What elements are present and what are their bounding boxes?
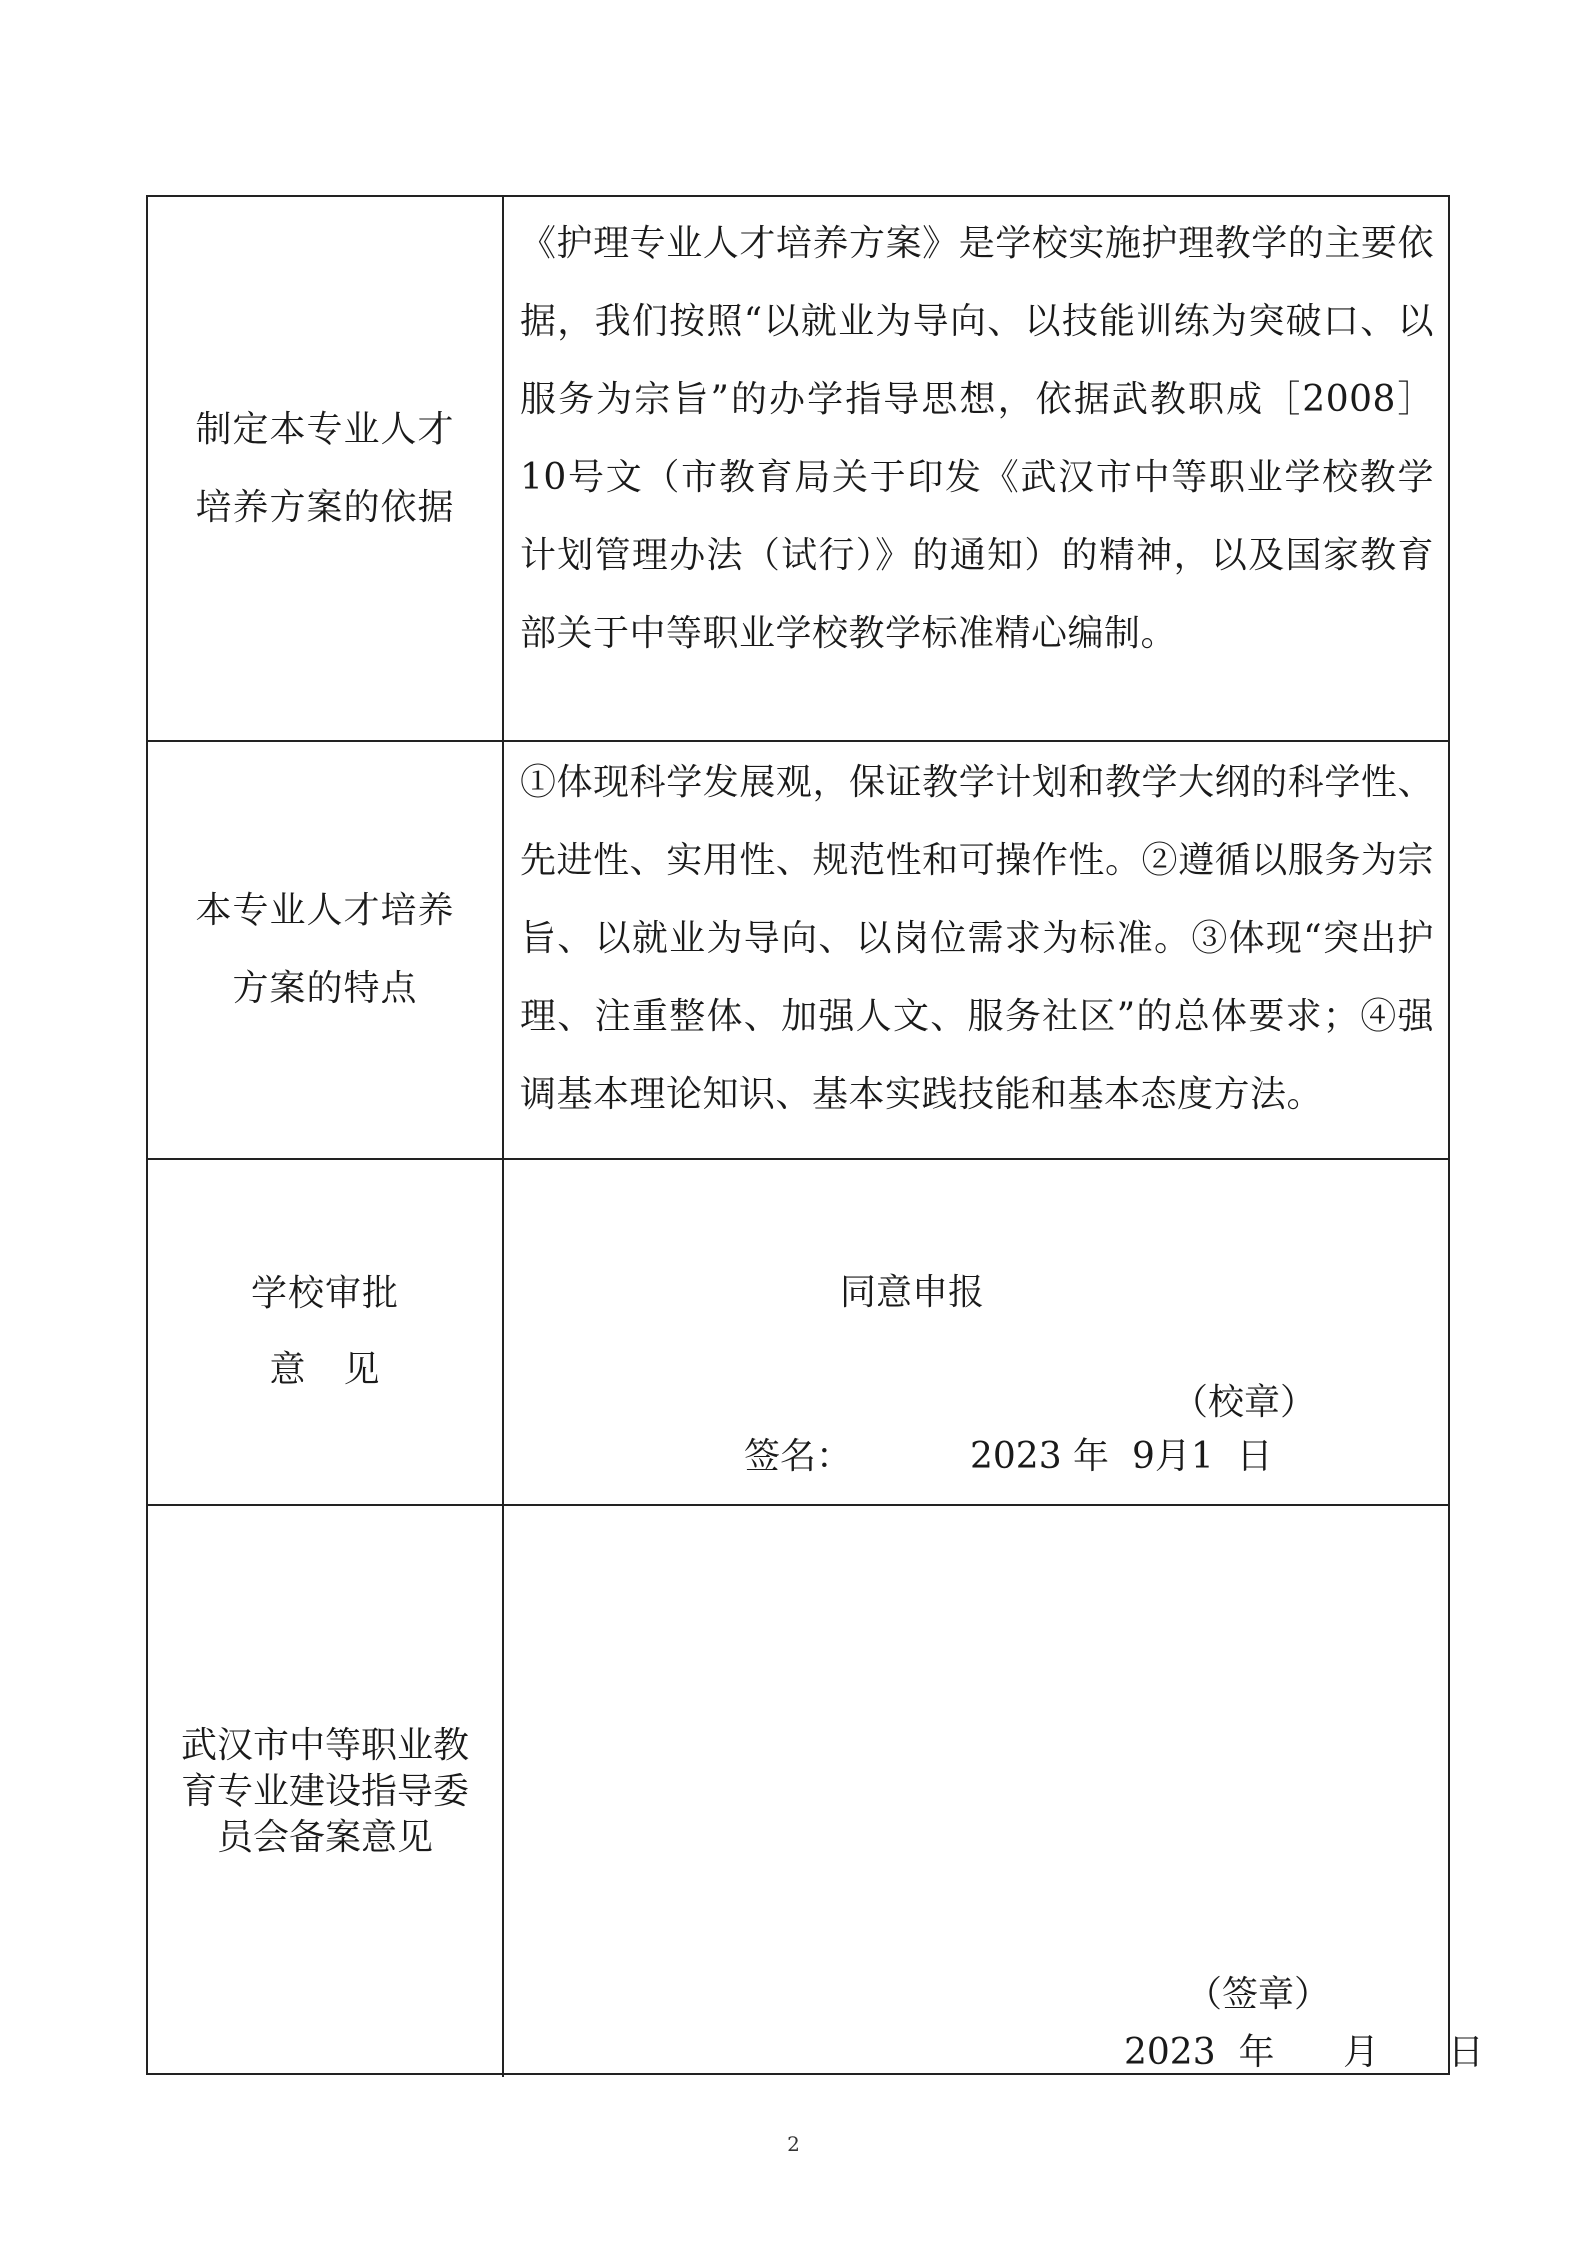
features-content-cell — [504, 742, 1448, 1158]
features-label-line-2: 方案的特点 — [232, 968, 418, 1009]
committee-label-cell — [148, 1506, 504, 2077]
row-basis — [148, 197, 1448, 740]
basis-label-line-2: 培养方案的依据 — [195, 486, 455, 528]
school-approval-opinion: 同意申报 — [840, 1272, 985, 1313]
row-school-approval — [148, 1158, 1448, 1504]
committee-seal-label: （签章） — [1186, 1974, 1331, 2015]
features-content: ①体现科学发展观，保证教学计划和教学大纲的科学性、先进性、实用性、规范性和可操作性。②遵循以服务为宗旨、以就业为导向、以岗位需求为标准。③体现“突出护理、注重整体、加强人文、服务社区”的总体要求；④强调基本理论知识、基本实践技能和基本态度方法。 — [520, 762, 1434, 1115]
basis-content-cell — [504, 197, 1448, 740]
committee-date: 2023 年 月 日 — [1124, 2032, 1484, 2073]
page-number: 2 — [787, 2132, 800, 2156]
committee-label — [181, 1723, 469, 1861]
basis-content: 《护理专业人才培养方案》是学校实施护理教学的主要依据，我们按照“以就业为导向、以技能训练为突破口、以服务为宗旨”的办学指导思想，依据武教职成［2008］10号文（市教育局关于印发《武汉市中等职业学校教学计划管理办法（试行）》的通知）的精神，以及国家教育部关于中等职业学校教学标准精心编制。 — [520, 223, 1434, 654]
committee-content-cell — [504, 1506, 1484, 2077]
approval-form-table — [146, 195, 1484, 2075]
committee-label-line-1: 武汉市中等职业教 — [180, 1724, 469, 1766]
features-label-cell — [148, 742, 504, 1158]
committee-label-line-3: 员会备案意见 — [216, 1816, 433, 1858]
school-approval-label-line-1: 学校审批 — [250, 1273, 399, 1314]
features-label — [195, 872, 454, 1028]
committee-label-line-2: 育专业建设指导委 — [180, 1770, 469, 1812]
school-seal-label: （校章） — [1172, 1382, 1317, 1423]
school-approval-date: 2023 年 9月1 日 — [970, 1436, 1273, 1477]
basis-label-line-1: 制定本专业人才 — [195, 408, 455, 450]
school-signature-label: 签名： — [744, 1436, 853, 1477]
school-approval-label — [251, 1256, 399, 1408]
row-committee — [148, 1504, 1484, 2077]
basis-label — [195, 391, 454, 547]
school-approval-label-line-2: 意 见 — [269, 1349, 381, 1390]
school-approval-label-cell — [148, 1160, 504, 1504]
row-features — [148, 740, 1448, 1158]
basis-label-cell — [148, 197, 504, 740]
school-approval-content-cell — [504, 1160, 1448, 1504]
features-label-line-1: 本专业人才培养 — [195, 890, 455, 931]
